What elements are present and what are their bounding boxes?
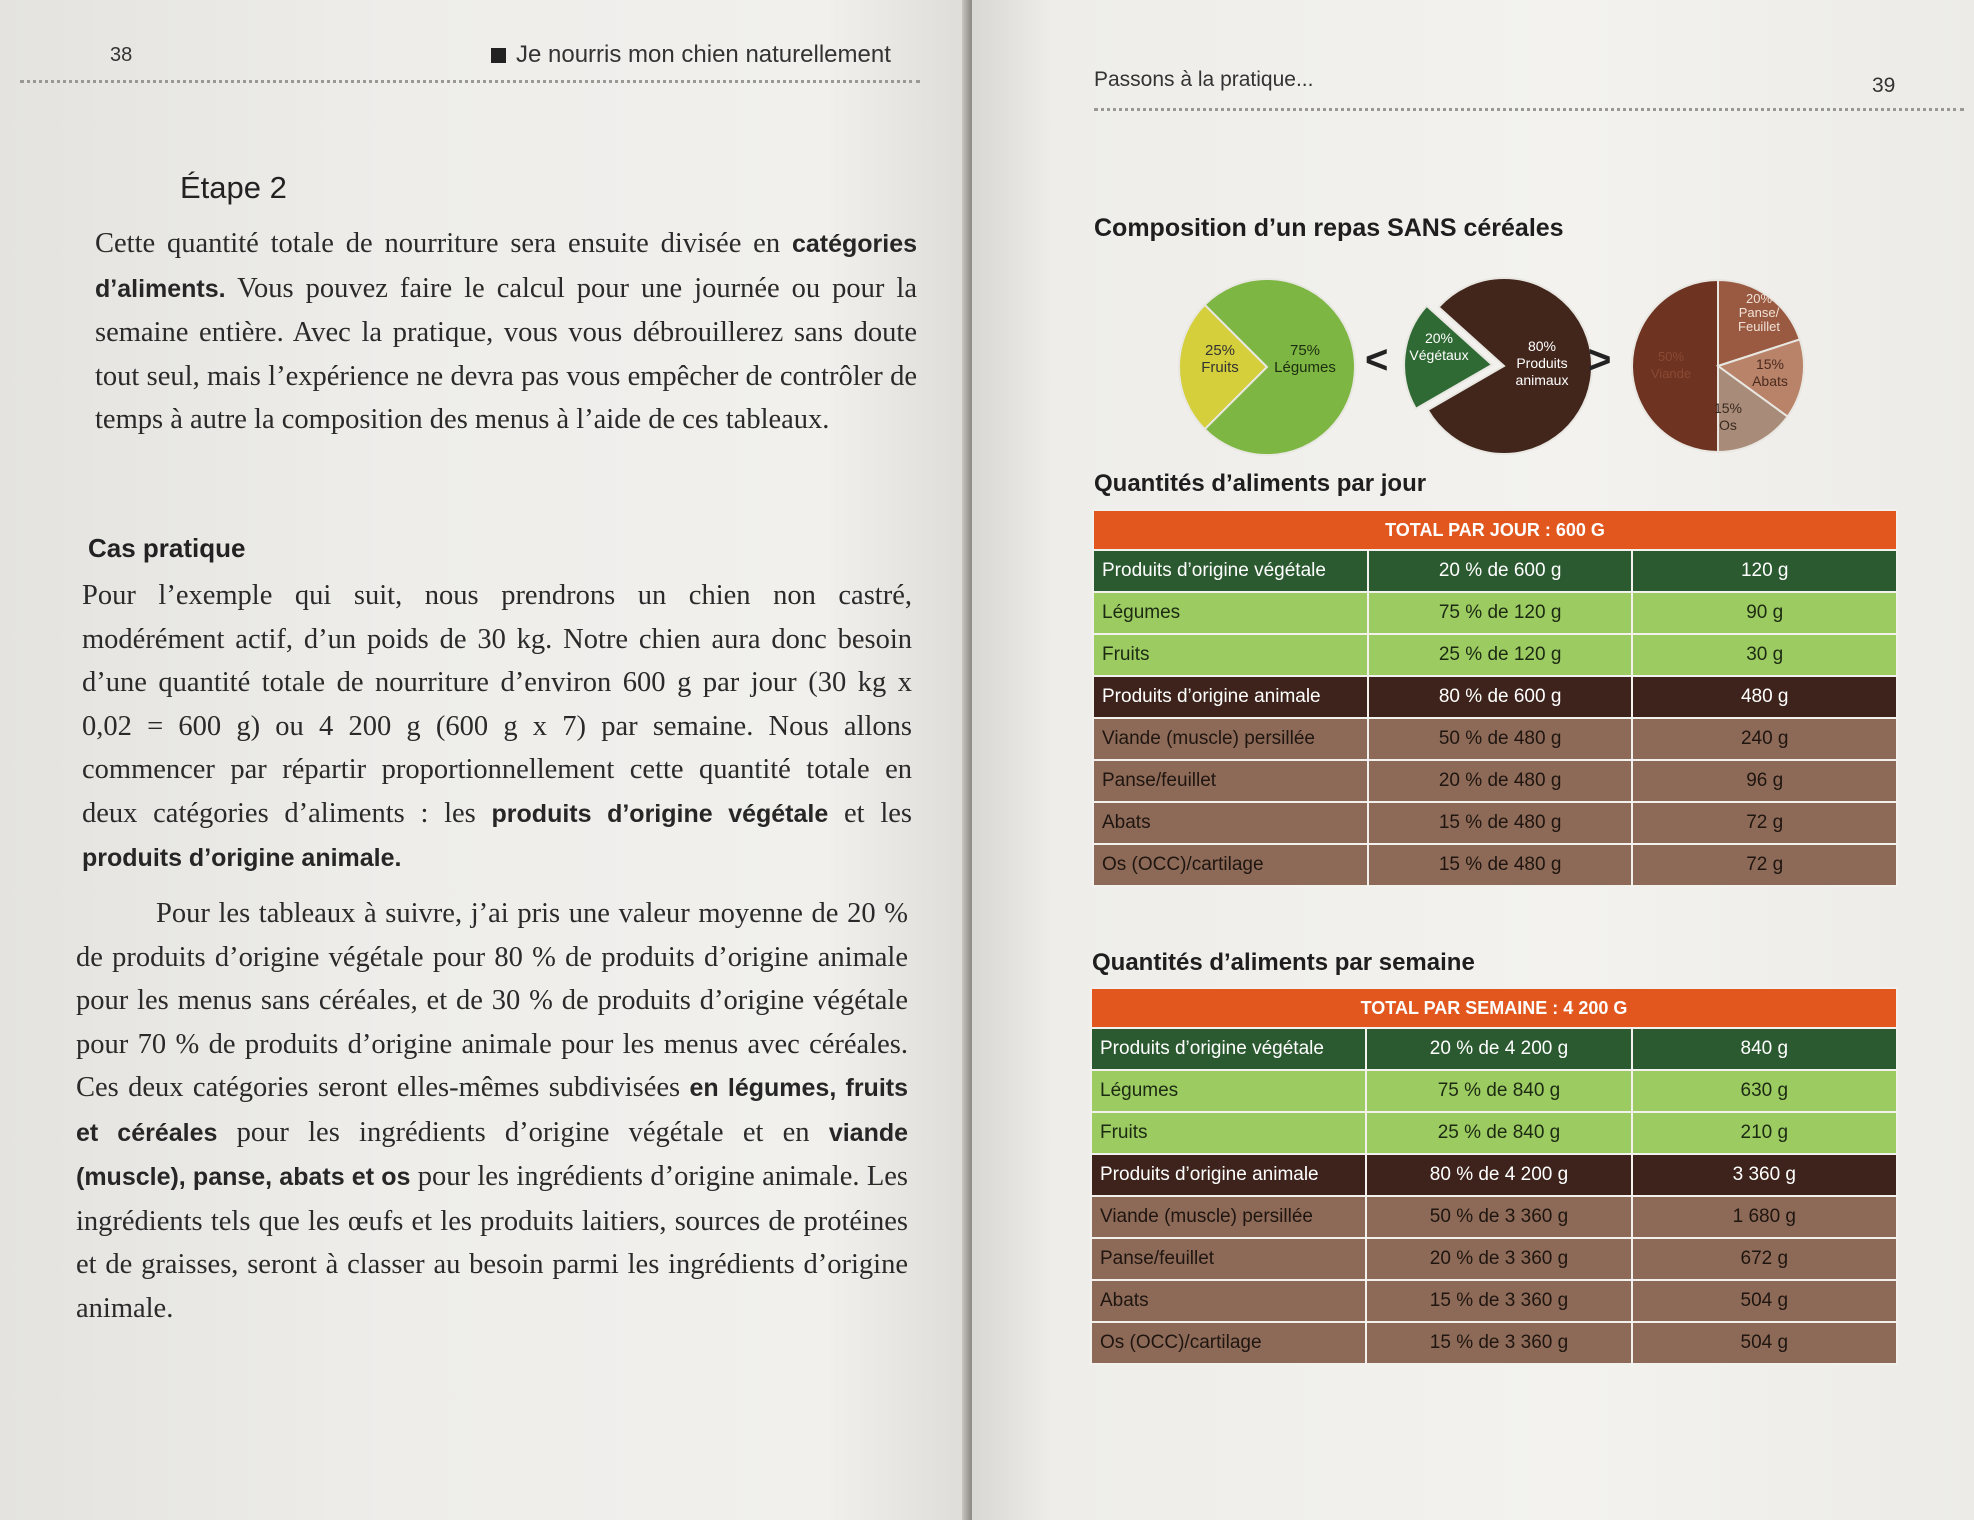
table-row: [1091, 1238, 1897, 1280]
row-quantity: 30 g: [1632, 634, 1897, 676]
p2-text-2: et les: [828, 797, 912, 829]
pie2-label-vegetaux-name: Végétaux: [1409, 347, 1469, 363]
row-label: Produits d’origine végétale: [1093, 550, 1368, 592]
pie1-label-legumes: [1270, 342, 1340, 376]
row-quantity: 210 g: [1632, 1112, 1897, 1154]
pie3-label-abats-name: Abats: [1752, 373, 1788, 389]
p3-text-2: pour les ingrédients d’origine végétale et en: [217, 1116, 829, 1148]
page-number-left: 38: [110, 44, 133, 66]
row-label: Os (OCC)/cartilage: [1093, 844, 1368, 886]
comparator-less-than: <: [1365, 338, 1389, 382]
p2-bold-1: produits d’origine végétale: [491, 799, 829, 828]
table-row: [1091, 1028, 1897, 1070]
pie1-label-fruits-pct: 25%: [1204, 342, 1236, 359]
table-row: [1093, 550, 1897, 592]
comparator-greater-than: >: [1588, 338, 1612, 382]
pie3-label-abats: [1742, 356, 1798, 390]
row-quantity: 630 g: [1632, 1070, 1897, 1112]
pie3-label-abats-pct: 15%: [1755, 356, 1785, 372]
table-row: [1093, 802, 1897, 844]
row-quantity: 504 g: [1632, 1280, 1897, 1322]
pie3-label-viande-name: Viande: [1650, 366, 1692, 381]
daily-table-title: Quantités d’aliments par jour: [1094, 470, 1427, 497]
row-calculation: 20 % de 600 g: [1368, 550, 1633, 592]
p3-text-1: Pour les tableaux à suivre, j’ai pris une valeur moyenne de 20 % de produits d’origine végétale pour 80 % de produits d’origine animale pour les menus sans céréales, et de 30 % de produits d’origine végétale pour 70 % de produits d’origine animale pour les menus avec céréales. Ces deux catégories seront elles-mêmes subdivisées: [76, 898, 908, 1103]
table-total-cell: TOTAL PAR SEMAINE : 4 200 G: [1091, 988, 1897, 1028]
pie3-label-panse: [1724, 292, 1794, 334]
row-calculation: 75 % de 840 g: [1366, 1070, 1631, 1112]
row-calculation: 25 % de 120 g: [1368, 634, 1633, 676]
pie3-label-viande: [1644, 348, 1698, 382]
header-divider-left: [20, 80, 920, 83]
table-row: [1093, 760, 1897, 802]
row-quantity: 480 g: [1632, 676, 1897, 718]
row-label: Produits d’origine animale: [1093, 676, 1368, 718]
row-calculation: 15 % de 480 g: [1368, 802, 1633, 844]
row-calculation: 75 % de 120 g: [1368, 592, 1633, 634]
row-label: Fruits: [1091, 1112, 1366, 1154]
row-label: Fruits: [1093, 634, 1368, 676]
row-label: Panse/feuillet: [1093, 760, 1368, 802]
pie1-label-fruits: [1190, 342, 1250, 376]
row-quantity: 72 g: [1632, 844, 1897, 886]
table-total-cell: TOTAL PAR JOUR : 600 G: [1093, 510, 1897, 550]
page-number-right: 39: [1872, 74, 1896, 97]
running-title-right: Passons à la pratique...: [1094, 68, 1314, 91]
pie1-label-legumes-pct: 75%: [1289, 342, 1321, 359]
p3-bold-2: viande (muscle), panse, abats et os: [76, 1118, 909, 1191]
pie3-label-os: [1708, 400, 1748, 434]
table-row: [1093, 676, 1897, 718]
table-row: [1093, 634, 1897, 676]
row-quantity: 72 g: [1632, 802, 1897, 844]
pie2-label-vegetaux-pct: 20%: [1424, 330, 1454, 346]
pie3-label-viande-pct: 50%: [1657, 349, 1685, 364]
row-quantity: 90 g: [1632, 592, 1897, 634]
row-calculation: 80 % de 4 200 g: [1366, 1154, 1631, 1196]
pie2-label-vegetaux: [1394, 330, 1484, 364]
row-quantity: 672 g: [1632, 1238, 1897, 1280]
table-row: [1091, 1196, 1897, 1238]
row-quantity: 240 g: [1632, 718, 1897, 760]
p2-text-1: Pour l’exemple qui suit, nous prendrons un chien non castré, modérément actif, d’un poids de 30 kg. Notre chien aura donc besoin d’une quantité totale de nourriture d’environ 600 g par jour (30 kg x 0,02 = 600 g) ou 4 200 g (600 g x 7) par semaine. Nous allons commencer par répartir proportionnellement cette quantité totale en deux catégories d’aliments : les: [82, 580, 912, 829]
table-row: [1091, 1280, 1897, 1322]
table-row: [1093, 592, 1897, 634]
row-quantity: 504 g: [1632, 1322, 1897, 1364]
p1-text-1: Cette quantité totale de nourriture sera ensuite divisée en: [95, 228, 792, 259]
p1-bold-1: catégories d’aliments.: [95, 230, 917, 303]
paragraph-tables: [76, 892, 908, 1330]
row-calculation: 20 % de 3 360 g: [1366, 1238, 1631, 1280]
row-quantity: 96 g: [1632, 760, 1897, 802]
row-calculation: 20 % de 480 g: [1368, 760, 1633, 802]
table-row: [1093, 718, 1897, 760]
weekly-quantities-table: [1090, 987, 1898, 1365]
p3-text-3: pour les ingrédients d’origine animale. Les ingrédients tels que les œufs et les produits laitiers, sources de protéines et de graisses, seront à classer au besoin parmi les ingrédients d’origine animale.: [76, 1161, 908, 1324]
row-label: Viande (muscle) persillée: [1093, 718, 1368, 760]
pie2-label-animaux-pct: 80%: [1527, 338, 1557, 354]
row-label: Produits d’origine végétale: [1091, 1028, 1366, 1070]
pie2-label-animaux-name: Produits animaux: [1515, 355, 1569, 388]
daily-quantities-table: [1092, 509, 1898, 887]
cas-pratique-heading: Cas pratique: [88, 533, 246, 563]
table-total-row: [1093, 510, 1897, 550]
running-title-left-text: Je nourris mon chien naturellement: [516, 41, 891, 68]
header-divider-right: [1094, 108, 1964, 111]
p2-bold-2: produits d’origine animale.: [82, 844, 402, 872]
composition-title: Composition d’un repas SANS céréales: [1094, 214, 1564, 242]
step-heading: Étape 2: [180, 170, 287, 205]
row-quantity: 3 360 g: [1632, 1154, 1897, 1196]
running-title-left: [491, 41, 891, 69]
row-quantity: 840 g: [1632, 1028, 1897, 1070]
row-calculation: 80 % de 600 g: [1368, 676, 1633, 718]
row-calculation: 20 % de 4 200 g: [1366, 1028, 1631, 1070]
paragraph-example: [82, 574, 912, 881]
square-bullet-icon: [491, 48, 506, 63]
p1-text-2: Vous pouvez faire le calcul pour une journée ou pour la semaine entière. Avec la pratique, vous vous débrouillerez sans doute tout seul, mais l’expérience ne devra pas vous empêcher de contrôler de temps à autre la composition des menus à l’aide de ces tableaux.: [95, 272, 917, 435]
pie3-label-panse-pct: 20%: [1745, 291, 1773, 306]
table-row: [1091, 1070, 1897, 1112]
pie2-label-animaux: [1500, 338, 1584, 389]
pie1-label-fruits-name: Fruits: [1201, 359, 1239, 376]
row-calculation: 50 % de 480 g: [1368, 718, 1633, 760]
row-label: Abats: [1091, 1280, 1366, 1322]
table-total-row: [1091, 988, 1897, 1028]
row-calculation: 15 % de 480 g: [1368, 844, 1633, 886]
row-label: Légumes: [1091, 1070, 1366, 1112]
pie3-label-os-pct: 15%: [1713, 400, 1743, 416]
row-label: Panse/feuillet: [1091, 1238, 1366, 1280]
row-label: Viande (muscle) persillée: [1091, 1196, 1366, 1238]
row-calculation: 25 % de 840 g: [1366, 1112, 1631, 1154]
row-quantity: 120 g: [1632, 550, 1897, 592]
p3-bold-1: en légumes, fruits et céréales: [76, 1074, 908, 1147]
row-label: Os (OCC)/cartilage: [1091, 1322, 1366, 1364]
row-calculation: 50 % de 3 360 g: [1366, 1196, 1631, 1238]
table-row: [1091, 1322, 1897, 1364]
pie3-label-os-name: Os: [1719, 417, 1737, 433]
row-quantity: 1 680 g: [1632, 1196, 1897, 1238]
weekly-table-title: Quantités d’aliments par semaine: [1092, 949, 1475, 976]
right-page: [972, 0, 1974, 1520]
pie1-label-legumes-name: Légumes: [1274, 359, 1336, 376]
row-calculation: 15 % de 3 360 g: [1366, 1322, 1631, 1364]
row-calculation: 15 % de 3 360 g: [1366, 1280, 1631, 1322]
row-label: Produits d’origine animale: [1091, 1154, 1366, 1196]
paragraph-intro: [95, 222, 917, 442]
table-row: [1091, 1112, 1897, 1154]
pie3-label-panse-name: Panse/ Feuillet: [1738, 305, 1780, 334]
table-row: [1093, 844, 1897, 886]
row-label: Abats: [1093, 802, 1368, 844]
table-row: [1091, 1154, 1897, 1196]
left-page: [0, 0, 970, 1520]
row-label: Légumes: [1093, 592, 1368, 634]
